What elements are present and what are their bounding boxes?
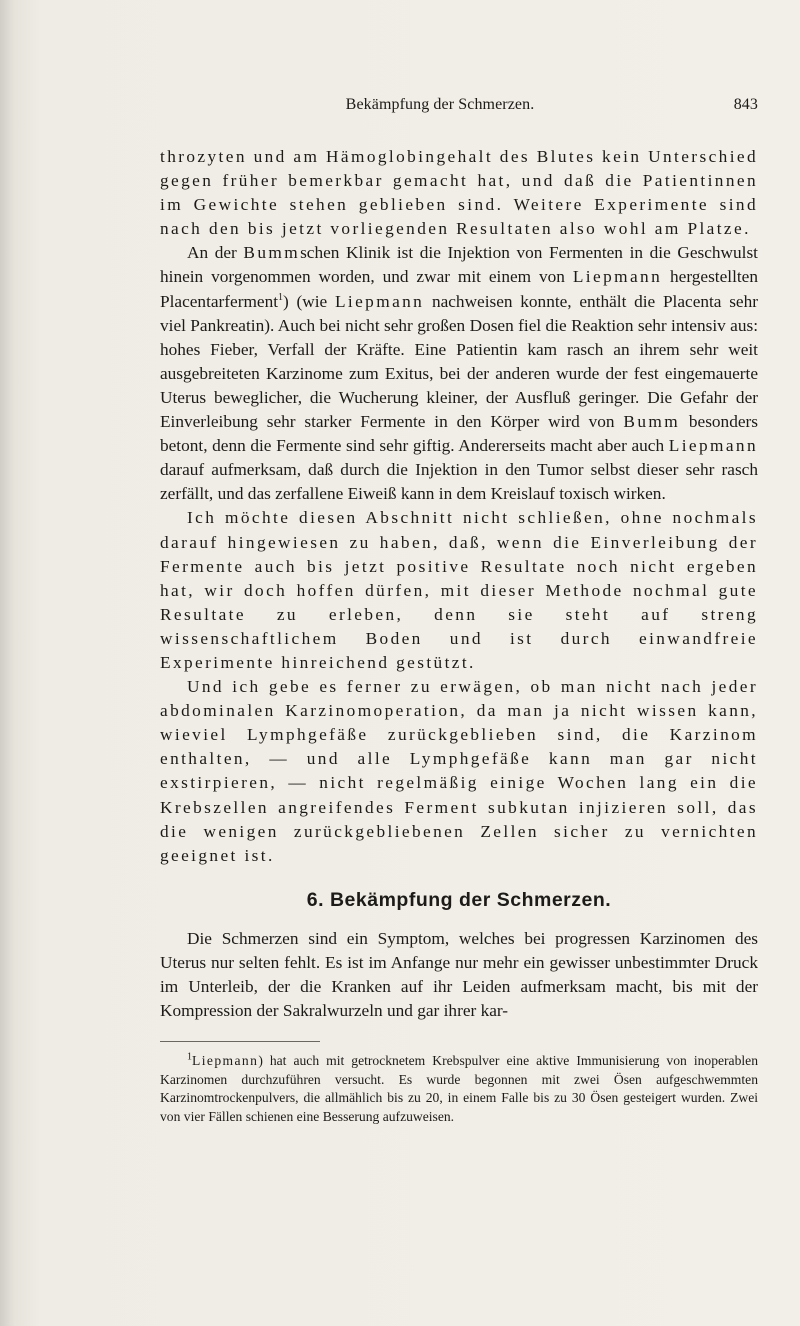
paragraph-2-part: ) (wie (283, 291, 335, 311)
footnote-author-name: Liepmann (192, 1053, 259, 1069)
paragraph-2-part: darauf aufmerksam, daß durch die Injektion in den Tumor selbst dieser sehr rasch zerfällt, und das zerfallene Eiweiß kann in dem Kreislauf toxisch wirken. (160, 460, 758, 504)
section-heading: 6. Bekämpfung der Schmerzen. (306, 888, 612, 911)
author-name-bumm: Bumm (623, 412, 681, 432)
section-paragraph: Die Schmerzen sind ein Symptom, welches bei progressen Karzinomen des Uterus nur selten fehlt. Es ist im Anfange nur mehr ein gewisser unbestimmter Druck im Unterleib, der die Kranken auf ihr Leiden aufmerksam macht, bis mit der Kompression der Sakralwurzeln und gar ihrer kar- (160, 928, 758, 1021)
author-name-liepmann: Liepmann (334, 291, 425, 311)
footnote-reference: 1 (278, 291, 284, 303)
author-name-liepmann: Liepmann (668, 436, 758, 456)
paragraph-2-part: nachweisen konnte, enthält die Placenta sehr viel Pankreatin). Auch bei nicht sehr großen Dosen fiel die Reaktion sehr intensiv aus: hohes Fieber, Verfall der Kräfte. Eine Patientin kam rasch an ihrem sehr weit ausgebreiteten Karzinome zum Exitus, bei der anderen wurde der fest eingemauerte Uterus beweglicher, die Wucherung kleiner, der Ausfluß geringer. Die Gefahr der Einverleibung sehr starker Fermente in den Körper wird von (160, 291, 758, 432)
footnote-marker: 1 (187, 1051, 192, 1063)
paragraph-2-part: schen Klinik ist die Injektion von Fermenten in die Geschwulst hinein vorgenommen worden, und zwar mit einem von (160, 243, 758, 287)
paragraph-2-part: besonders betont, denn die Fermente sind sehr giftig. Andererseits macht aber auch (160, 412, 758, 456)
running-title: Bekämpfung der Schmerzen. (345, 96, 535, 113)
paragraph-4: Und ich gebe es ferner zu erwägen, ob man nicht nach jeder abdominalen Karzinomoperation, da man ja nicht wissen kann, wieviel Lymphgefäße zurückgeblieben sind, die Karzinom enthalten, — und alle Lymphgefäße kann man gar nicht exstirpieren, — nicht regelmäßig einige Wochen lang ein die Krebszellen angreifendes Ferment subkutan injizieren soll, das die wenigen zurückgebliebenen Zellen sicher zu vernichten geeignet ist. (160, 677, 758, 865)
page-number: 843 (733, 96, 758, 113)
footnote-text: ) hat auch mit getrocknetem Krebspulver eine aktive Immunisierung von inoperablen Karzinomen durchzuführen versucht. Es wurde begonnen mit zwei Ösen aufgeschwemmten Karzinomtrockenpulvers, die allmählich bis zu 20, in einem Falle bis zu 30 Ösen gesteigert wurden. Zwei von vier Fällen schienen eine Besserung aufzuweisen. (160, 1053, 758, 1125)
paragraph-2 (160, 241, 758, 506)
main-text (160, 145, 758, 1127)
paragraph-2-part: An der (187, 243, 244, 263)
footnote (160, 1052, 758, 1126)
paragraph-1: throzyten und am Hämoglobingehalt des Blutes kein Unterschied gegen früher bemerkbar gemacht hat, und daß die Patientinnen im Gewichte stehen geblieben sind. Weitere Experimente sind nach den bis jetzt vorliegenden Resultaten also wohl am Platze. (160, 147, 759, 239)
author-name-bumm: Bumm (243, 243, 301, 263)
paragraph-3: Ich möchte diesen Abschnitt nicht schließen, ohne nochmals darauf hingewiesen zu haben, daß, wenn die Einverleibung der Fermente auch bis jetzt positive Resultate noch nicht ergeben hat, wir doch hoffen dürfen, mit dieser Methode nochmal gute Resultate zu erleben, denn sie steht auf streng wissenschaftlichem Boden und ist durch einwandfreie Experimente hinreichend gestützt. (160, 508, 758, 672)
paragraph-2-part: hergestellten Placentarferment (160, 267, 758, 311)
author-name-liepmann: Liepmann (572, 267, 663, 287)
footnote-divider (160, 1041, 320, 1042)
